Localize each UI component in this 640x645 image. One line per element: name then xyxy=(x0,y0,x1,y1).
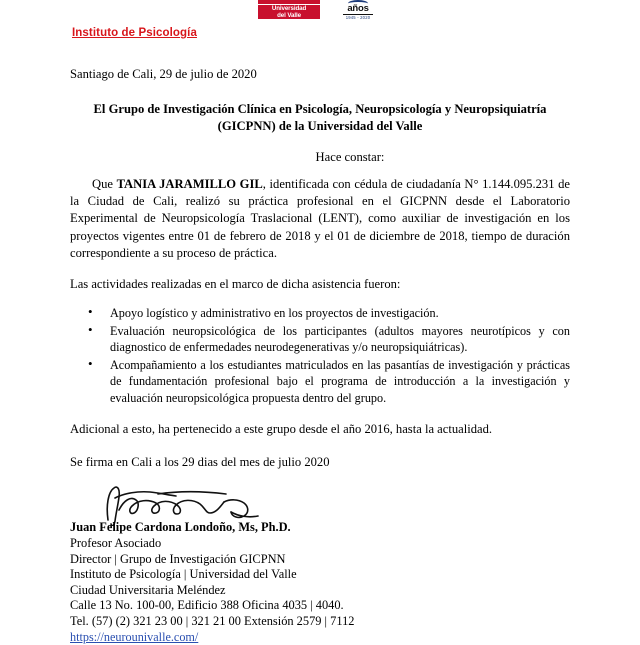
signer-role: Profesor Asociado xyxy=(70,536,500,552)
certified-person-name: TANIA JARAMILLO GIL xyxy=(117,177,263,191)
letter-title-line1: El Grupo de Investigación Clínica en Psicología, Neuropsicología y Neuropsiquiatría xyxy=(94,102,547,116)
list-item: • Evaluación neuropsicológica de los participantes (adultos mayores neurotípicos y con diagnostico de enfermedades neurodegenerativas y/o neuropsiquiátricas). xyxy=(104,323,570,356)
signer-director-line: Director | Grupo de Investigación GICPNN xyxy=(70,552,500,568)
hace-constar-label: Hace constar: xyxy=(70,149,570,165)
signer-address: Calle 13 No. 100-00, Edificio 388 Oficina 4035 | 4040. xyxy=(70,598,500,614)
date-line: Santiago de Cali, 29 de julio de 2020 xyxy=(70,66,570,82)
logo-univalle-line2: del Valle xyxy=(258,12,320,19)
header-logo-bar xyxy=(0,0,640,22)
website-link[interactable]: https://neurounivalle.com/ xyxy=(70,630,198,645)
activities-lead: Las actividades realizadas en el marco de dicha asistencia fueron: xyxy=(70,276,570,293)
certification-paragraph xyxy=(70,176,570,262)
letter-content xyxy=(70,26,570,471)
list-item: • Apoyo logístico y administrativo en los proyectos de investigación. xyxy=(104,305,570,322)
activities-list xyxy=(70,305,570,407)
body-intro: Que xyxy=(92,177,117,191)
letter-title xyxy=(70,101,570,135)
list-item: • Acompañamiento a los estudiantes matriculados en las pasantías de investigación y prácticas de fundamentación profesional bajo el programa de introducción a la investigación y evaluación neuropsicológica propuesta dentro del grupo. xyxy=(104,357,570,407)
signer-campus: Ciudad Universitaria Meléndez xyxy=(70,583,500,599)
institute-heading: Instituto de Psicología xyxy=(72,26,570,40)
letter-title-line2: (GICPNN) de la Universidad del Valle xyxy=(218,119,423,133)
75-anos-logo xyxy=(334,0,382,20)
signer-name: Juan Felipe Cardona Londoño, Ms, Ph.D. xyxy=(70,520,500,535)
anos-years: 1945 - 2020 xyxy=(346,15,371,20)
signer-phone: Tel. (57) (2) 321 23 00 | 321 21 00 Extensión 2579 | 7112 xyxy=(70,614,500,630)
signature-block xyxy=(70,484,500,645)
logo-accent-bar xyxy=(258,0,320,4)
additional-paragraph: Adicional a esto, ha pertenecido a este grupo desde el año 2016, hasta la actualidad. xyxy=(70,421,570,438)
signer-affiliation: Instituto de Psicología | Universidad del Valle xyxy=(70,567,500,583)
closing-paragraph: Se firma en Cali a los 29 dias del mes de julio 2020 xyxy=(70,454,570,471)
logo-univalle-line1: Universidad xyxy=(258,5,320,12)
universidad-del-valle-logo xyxy=(258,0,320,20)
signer-details xyxy=(70,536,500,645)
body-rest: , identificada con cédula de ciudadanía N° 1.144.095.231 de la Ciudad de Cali, realizó su práctica profesional en el GICPNN desde el Laboratorio Experimental de Neuropsicología Traslacional (LENT), como auxiliar de investigación en los proyectos vigentes entre 01 de febrero de 2018 y el 01 de diciembre de 2018, tiempo de duración correspondiente a su proceso de práctica. xyxy=(70,177,570,260)
anos-label: años xyxy=(347,4,368,14)
